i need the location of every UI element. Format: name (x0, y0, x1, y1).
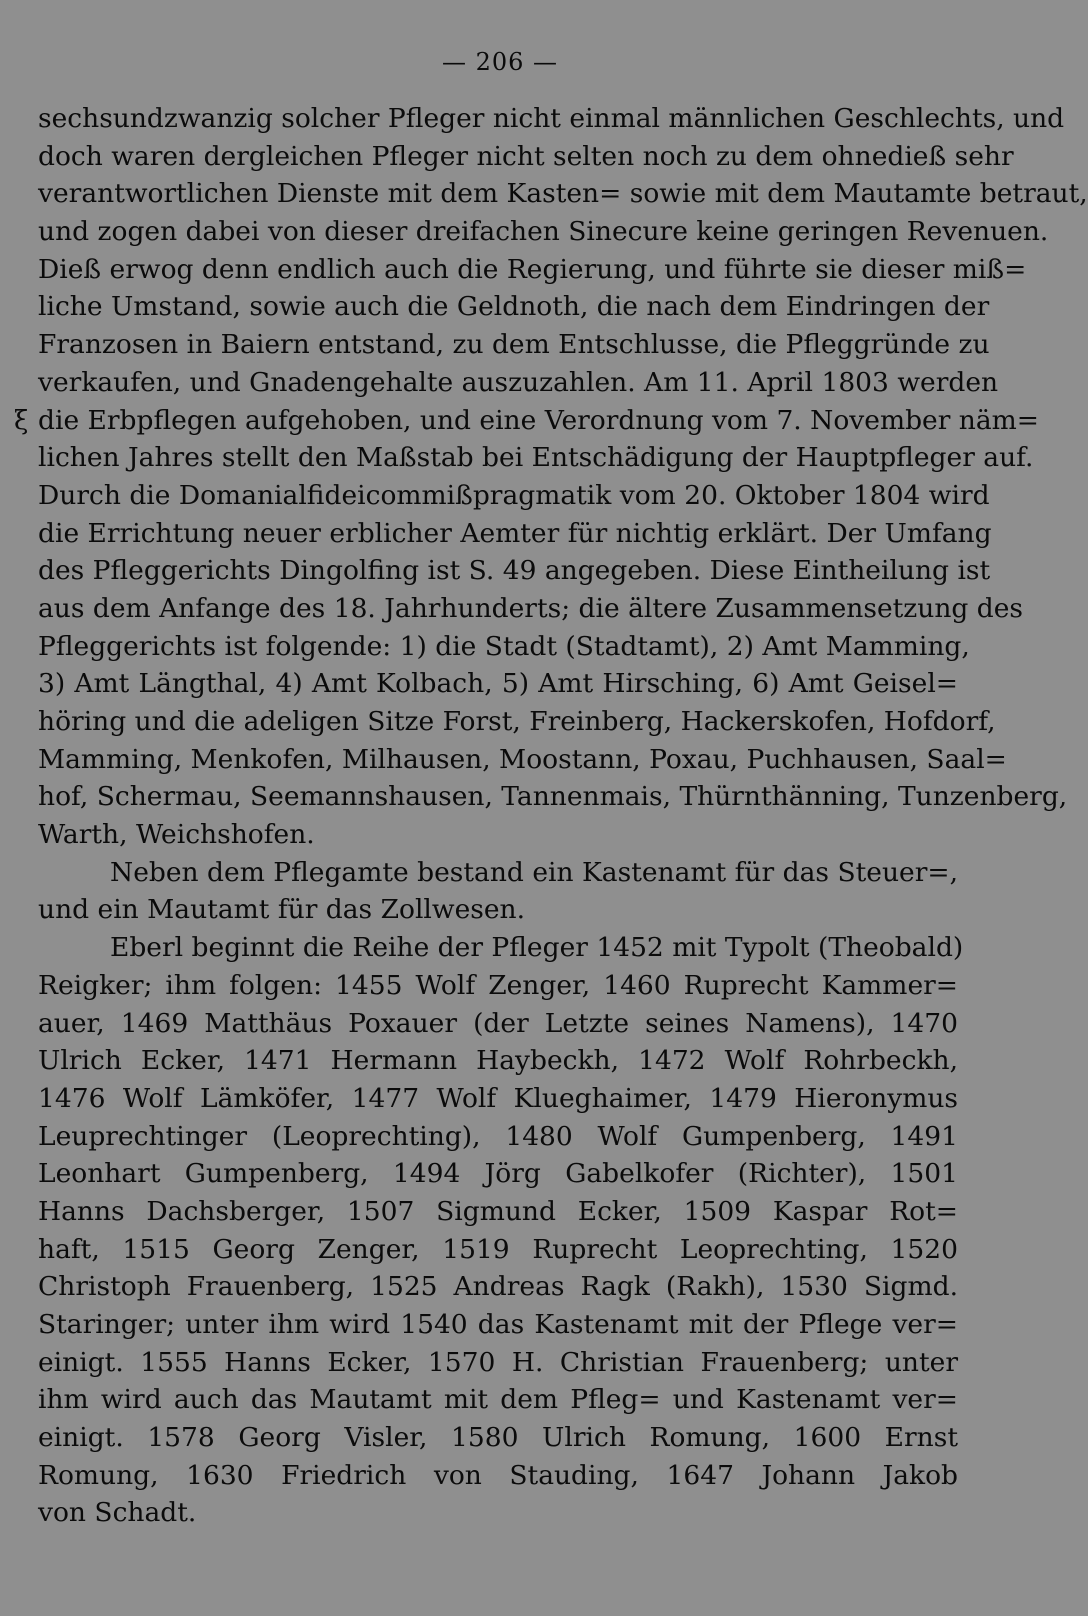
text-line: auer, 1469 Matthäus Poxauer (der Letzte seines Namens), 1470 (38, 1007, 958, 1039)
text-line: die Errichtung neuer erblicher Aemter für nichtig erklärt. Der Umfang (38, 517, 992, 549)
text-line: hof, Schermau, Seemannshausen, Tannenmais, Thürnthänning, Tunzenberg, (38, 781, 1068, 813)
text-line: des Pfleggerichts Dingolfing ist S. 49 angegeben. Diese Eintheilung ist (38, 555, 991, 587)
text-line: haft, 1515 Georg Zenger, 1519 Ruprecht Leoprechting, 1520 (38, 1233, 958, 1265)
margin-mark: ξ (14, 406, 29, 436)
text-line: Neben dem Pflegamte bestand ein Kastenamt für das Steuer=, (110, 856, 958, 888)
text-line: einigt. 1578 Georg Visler, 1580 Ulrich Romung, 1600 Ernst (38, 1422, 958, 1454)
text-line: verkaufen, und Gnadengehalte auszuzahlen. Am 11. April 1803 werden (38, 366, 999, 398)
text-line: ihm wird auch das Mautamt mit dem Pfleg= und Kastenamt ver= (38, 1384, 958, 1416)
text-line: Staringer; unter ihm wird 1540 das Kastenamt mit der Pflege ver= (38, 1309, 958, 1340)
text-line: liche Umstand, sowie auch die Geldnoth, die nach dem Eindringen der (38, 291, 990, 323)
text-line: und ein Mautamt für das Zollwesen. (38, 894, 526, 926)
text-line: und zogen dabei von dieser dreifachen Sinecure keine geringen Revenuen. (38, 216, 1049, 248)
text-line: doch waren dergleichen Pfleger nicht selten noch zu dem ohnedieß sehr (38, 140, 1014, 172)
text-line: Mamming, Menkofen, Milhausen, Moostann, Poxau, Puchhausen, Saal= (38, 743, 1007, 775)
text-line: Romung, 1630 Friedrich von Stauding, 1647 Johann Jakob (38, 1459, 958, 1491)
paragraph (38, 929, 964, 1532)
text-line: höring und die adeligen Sitze Forst, Freinberg, Hackerskofen, Hofdorf, (38, 706, 996, 737)
text-line: verantwortlichen Dienste mit dem Kasten= sowie mit dem Mautamte betraut, (38, 178, 1088, 210)
text-line: Ulrich Ecker, 1471 Hermann Haybeckh, 1472 Wolf Rohrbeckh, (38, 1045, 958, 1077)
text-line: Leonhart Gumpenberg, 1494 Jörg Gabelkofer (Richter), 1501 (38, 1158, 958, 1190)
text-line: Eberl beginnt die Reihe der Pfleger 1452 mit Typolt (Theobald) (110, 932, 964, 964)
text-line: einigt. 1555 Hanns Ecker, 1570 H. Christian Frauenberg; unter (38, 1346, 958, 1378)
text-line: sechsundzwanzig solcher Pfleger nicht einmal männlichen Geschlechts, und (38, 103, 1065, 134)
text-line: 1476 Wolf Lämköfer, 1477 Wolf Klueghaimer, 1479 Hieronymus (38, 1082, 958, 1114)
text-line: die Erbpflegen aufgehoben, und eine Verordnung vom 7. November näm= (38, 404, 1040, 436)
text-line: Reigker; ihm folgen: 1455 Wolf Zenger, 1460 Ruprecht Kammer= (38, 969, 958, 1001)
text-line: Christoph Frauenberg, 1525 Andreas Ragk (Rakh), 1530 Sigmd. (38, 1271, 958, 1303)
text-line: lichen Jahres stellt den Maßstab bei Entschädigung der Hauptpfleger auf. (38, 442, 1034, 474)
paragraph (38, 854, 958, 929)
text-line: Warth, Weichshofen. (38, 819, 315, 851)
page-body (38, 100, 1088, 1532)
text-line: aus dem Anfange des 18. Jahrhunderts; die ältere Zusammensetzung des (38, 592, 1024, 624)
text-line: 3) Amt Längthal, 4) Amt Kolbach, 5) Amt Hirsching, 6) Amt Geisel= (38, 668, 958, 700)
page-number: — 206 — (441, 48, 559, 76)
text-line: von Schadt. (38, 1497, 197, 1529)
text-line: Pfleggerichts ist folgende: 1) die Stadt (Stadtamt), 2) Amt Mamming, (38, 630, 970, 662)
text-line: Durch die Domanialfideicommißpragmatik vom 20. Oktober 1804 wird (38, 479, 990, 511)
text-line: Hanns Dachsberger, 1507 Sigmund Ecker, 1509 Kaspar Rot= (38, 1195, 958, 1227)
paragraph (38, 100, 1088, 854)
text-line: Franzosen in Baiern entstand, zu dem Entschlusse, die Pfleggründe zu (38, 329, 990, 361)
text-line: Leuprechtinger (Leoprechting), 1480 Wolf Gumpenberg, 1491 (38, 1120, 958, 1152)
text-line: Dieß erwog denn endlich auch die Regierung, und führte sie dieser miß= (38, 253, 1027, 285)
